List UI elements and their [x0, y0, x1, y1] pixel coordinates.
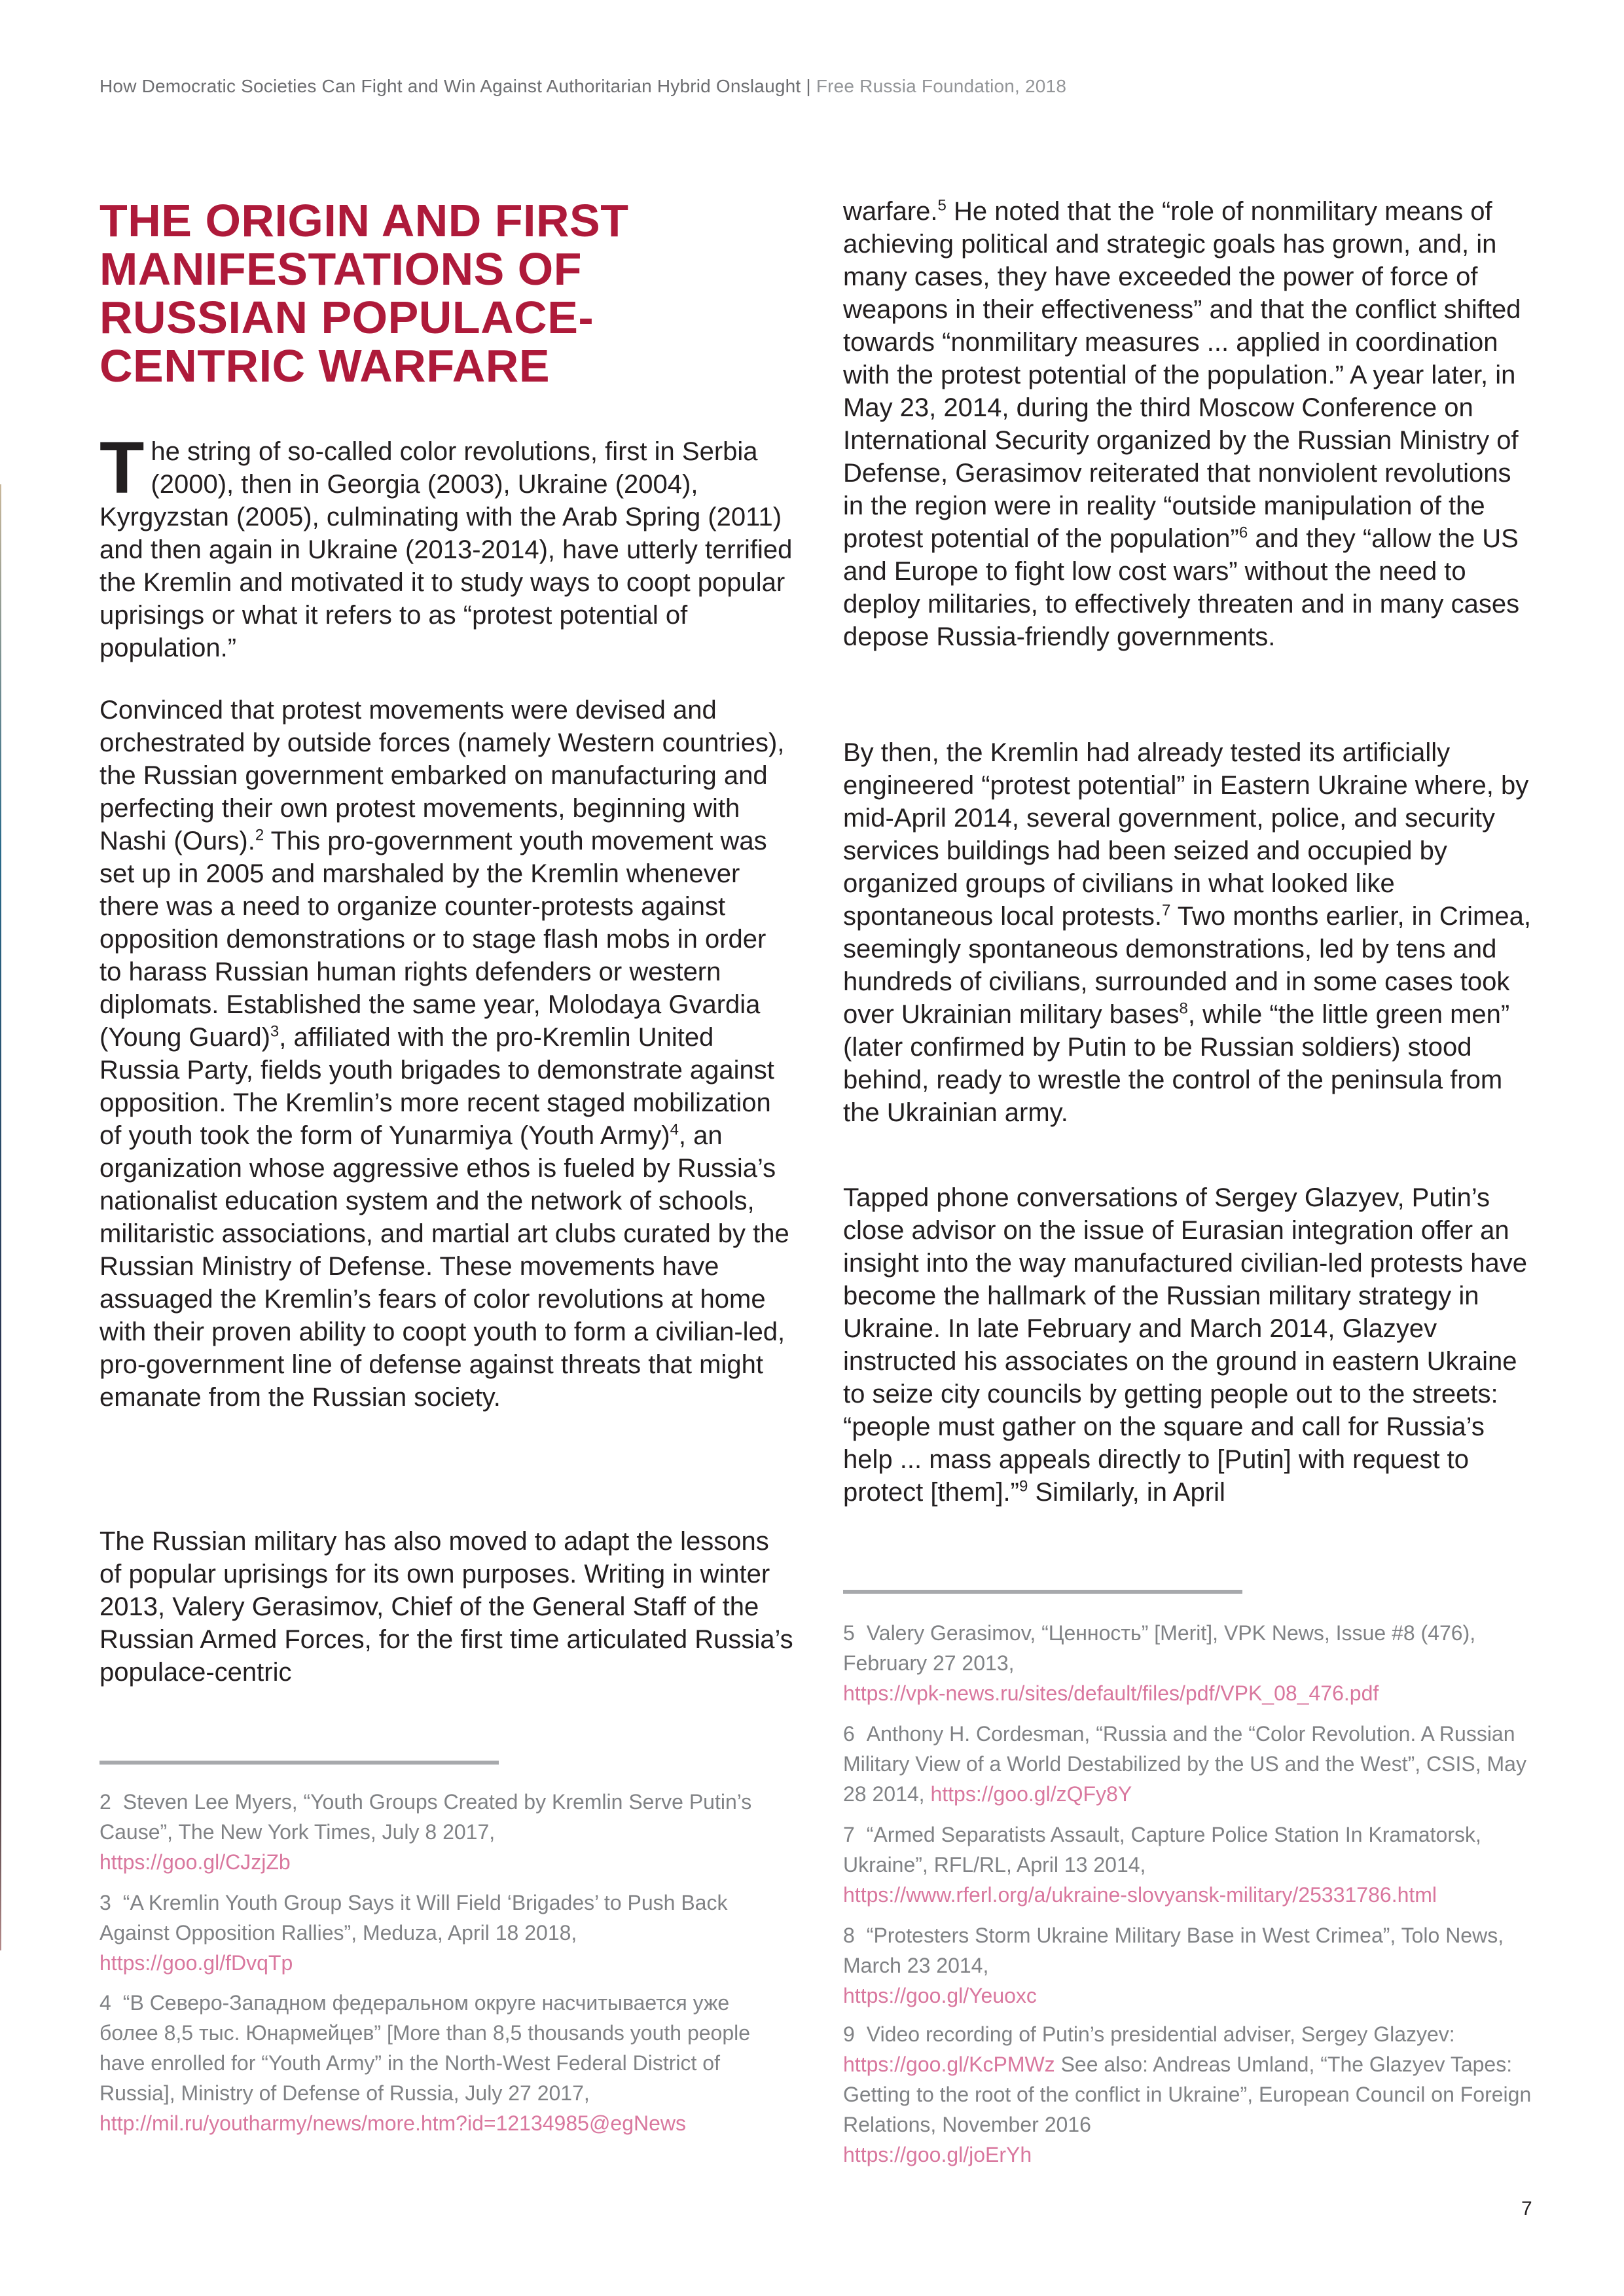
footnote-ref-7[interactable]: 7	[1161, 901, 1171, 920]
footnote-number: 3	[99, 1891, 111, 1914]
footnote-8	[843, 1920, 1537, 2011]
footnote-ref-6[interactable]: 6	[1238, 524, 1248, 542]
running-header	[99, 76, 1066, 97]
footnote-link[interactable]: https://goo.gl/joErYh	[843, 2143, 1032, 2166]
footnote-ref-4[interactable]: 4	[670, 1121, 679, 1139]
footnote-divider-left	[99, 1761, 499, 1765]
footnote-6	[843, 1719, 1537, 1809]
footnote-text: Steven Lee Myers, “Youth Groups Created by Kremlin Serve Putin’s Cause”, The New York Times, July 8 2017,	[99, 1790, 752, 1844]
left-paragraph-3: The Russian military has also moved to adapt the lessons of popular uprisings for its own purposes. Writing in winter 2013, Valery Gerasimov, Chief of the General Staff of the Russian Armed Forces, for the first time articulated Russia’s populace-centric	[99, 1527, 793, 1687]
footnote-ref-5[interactable]: 5	[937, 196, 947, 215]
footnote-text: See also: Andreas Umland, “The Glazyev Tapes: Getting to the root of the conflict in Ukraine”, European Council on Foreign Relations, November 2016	[843, 2053, 1532, 2136]
footnote-text: Anthony H. Cordesman, “Russia and the “Color Revolution. A Russian Military View of a World Destabilized by the US and the West”, CSIS, May 28 2014,	[843, 1722, 1526, 1806]
footnote-link[interactable]: https://goo.gl/fDvqTp	[99, 1951, 293, 1975]
paragraph-text: By then, the Kremlin had already tested its artificially engineered “protest potential” in Eastern Ukraine where, by mid-April 2014, several government, police, and security services buildings had been seized and occupied by organized groups of civilians in what looked like spontaneous local protests.	[843, 738, 1529, 931]
footnote-number: 6	[843, 1722, 855, 1746]
footnote-text: “A Kremlin Youth Group Says it Will Field ‘Brigades’ to Push Back Against Opposition Rallies”, Meduza, April 18 2018,	[99, 1891, 728, 1945]
footnote-7	[843, 1820, 1537, 1910]
footnote-text: Valery Gerasimov, “Ценность” [Merit], VPK News, Issue #8 (476), February 27 2013,	[843, 1621, 1476, 1675]
footnote-number: 7	[843, 1823, 855, 1846]
paragraph-text: Two months earlier, in Crimea, seemingly spontaneous demonstrations, led by tens and hundreds of civilians, surrounded and in some cases took over Ukrainian military bases	[843, 902, 1531, 1029]
footnote-text: “Armed Separatists Assault, Capture Police Station In Kramatorsk, Ukraine”, RFL/RL, April 13 2014,	[843, 1823, 1481, 1876]
paragraph-text: This pro-government youth movement was set up in 2005 and marshaled by the Kremlin whenever there was a need to organize counter-protests against opposition demonstrations or to stage flash mobs in order to harass Russian human rights defenders or western diplomats. Established the same year, Molodaya Gvardia (Young Guard)	[99, 827, 767, 1052]
footnote-text: “В Северо-Западном федеральном округе насчитывается уже более 8,5 тыс. Юнармейцев” [More than 8,5 thousands youth people have enrolled for “Youth Army” in the North-West Federal District of Russia], Ministry of Defense of Russia, July 27 2017,	[99, 1991, 751, 2105]
running-header-org: Free Russia Foundation, 2018	[816, 76, 1067, 96]
footnote-link[interactable]: https://goo.gl/KcPMWz	[843, 2053, 1055, 2076]
footnote-number: 2	[99, 1790, 111, 1814]
footnote-link[interactable]: https://goo.gl/CJzjZb	[99, 1850, 291, 1874]
footnote-ref-9[interactable]: 9	[1019, 1477, 1028, 1496]
left-paragraph-2	[99, 694, 793, 1414]
right-paragraph-2	[843, 736, 1537, 1129]
footnote-number: 4	[99, 1991, 111, 2015]
running-header-title: How Democratic Societies Can Fight and Win Against Authoritarian Hybrid Onslaught	[99, 76, 801, 96]
footnote-number: 9	[843, 2022, 855, 2046]
paragraph-text: , an organization whose aggressive ethos is fueled by Russia’s nationalist education system and the network of schools, militaristic associations, and martial art clubs curated by the Russian Ministry of Defense. These movements have assuaged the Kremlin’s fears of color revolutions at home with their proven ability to coopt youth to form a civilian-led, pro-government line of defense against threats that might emanate from the Russian society.	[99, 1121, 789, 1412]
footnote-divider-right	[843, 1590, 1242, 1594]
paragraph-text: , while “the little green men” (later confirmed by Putin to be Russian soldiers) stood behind, ready to wrestle the control of the peninsula from the Ukrainian army.	[843, 1000, 1510, 1127]
page-number: 7	[1521, 2198, 1532, 2219]
page-edge-strip	[0, 484, 1, 1950]
left-paragraph-1-text: he string of so-called color revolutions, first in Serbia (2000), then in Georgia (2003), Ukraine (2004), Kyrgyzstan (2005), culminating with the Arab Spring (2011) and then again in Ukraine (2013-2014), have utterly terrified the Kremlin and motivated it to study ways to coopt popular uprisings or what it refers to as “protest potential of population.”	[99, 437, 793, 662]
paragraph-text: warfare.	[843, 197, 938, 226]
drop-cap: T	[99, 427, 145, 509]
footnote-number: 5	[843, 1621, 855, 1645]
section-title: THE ORIGIN AND FIRST MANIFESTATIONS OF RUSSIAN POPULACE-CENTRIC WARFARE	[99, 195, 629, 391]
footnote-ref-3[interactable]: 3	[270, 1022, 280, 1041]
footnote-5	[843, 1618, 1537, 1708]
paragraph-text: , affiliated with the pro-Kremlin United Russia Party, fields youth brigades to demonstrate against opposition. The Kremlin’s more recent staged mobilization of youth took the form of Yunarmiya (Youth Army)	[99, 1023, 774, 1150]
footnote-number: 8	[843, 1924, 855, 1947]
paragraph-text: and they “allow the US and Europe to fight low cost wars” without the need to deploy militaries, to effectively threaten and in many cases depose Russia-friendly governments.	[843, 524, 1520, 651]
footnote-9	[843, 2019, 1537, 2170]
right-paragraph-1	[843, 195, 1537, 653]
running-header-separator: |	[801, 76, 816, 96]
paragraph-text: Tapped phone conversations of Sergey Glazyev, Putin’s close advisor on the issue of Eurasian integration offer an insight into the way manufactured civilian-led protests have become the hallmark of the Russian military strategy in Ukraine. In late February and March 2014, Glazyev instructed his associates on the ground in eastern Ukraine to seize city councils by getting people out to the streets: “people must gather on the square and call for Russia’s help ... mass appeals directly to [Putin] with request to protect [them].”	[843, 1183, 1527, 1507]
footnote-link[interactable]: https://vpk-news.ru/sites/default/files/pdf/VPK_08_476.pdf	[843, 1681, 1379, 1705]
footnote-2	[99, 1787, 793, 1877]
footnote-text: “Protesters Storm Ukraine Military Base in West Crimea”, Tolo News, March 23 2014,	[843, 1924, 1504, 1977]
left-paragraph-1	[99, 427, 793, 664]
footnote-text: Video recording of Putin’s presidential adviser, Sergey Glazyev:	[866, 2022, 1455, 2046]
paragraph-text: Convinced that protest movements were devised and orchestrated by outside forces (namely Western countries), the Russian government embarked on manufacturing and perfecting their own protest movements, beginning with Nashi (Ours).	[99, 696, 785, 855]
footnote-4	[99, 1988, 793, 2138]
footnote-link[interactable]: http://mil.ru/youtharmy/news/more.htm?id=12134985@egNews	[99, 2111, 687, 2135]
footnote-link[interactable]: https://goo.gl/zQFy8Y	[930, 1782, 1132, 1806]
footnote-link[interactable]: https://goo.gl/Yeuoxc	[843, 1984, 1037, 2007]
footnote-ref-8[interactable]: 8	[1179, 999, 1188, 1018]
paragraph-text: He noted that the “role of nonmilitary means of achieving political and strategic goals has grown, and, in many cases, they have exceeded the power of force of weapons in their effectiveness” and that the conflict shifted towards “nonmilitary measures ... applied in coordination with the protest potential of the population.” A year later, in May 23, 2014, during the third Moscow Conference on International Security organized by the Russian Ministry of Defense, Gerasimov reiterated that nonviolent revolutions in the region were in reality “outside manipulation of the protest potential of the population”	[843, 197, 1521, 553]
right-paragraph-3	[843, 1181, 1537, 1509]
footnote-3	[99, 1888, 793, 1978]
footnote-link[interactable]: https://www.rferl.org/a/ukraine-slovyansk-military/25331786.html	[843, 1883, 1437, 1907]
paragraph-text: Similarly, in April	[1028, 1478, 1225, 1507]
footnote-ref-2[interactable]: 2	[255, 826, 264, 844]
